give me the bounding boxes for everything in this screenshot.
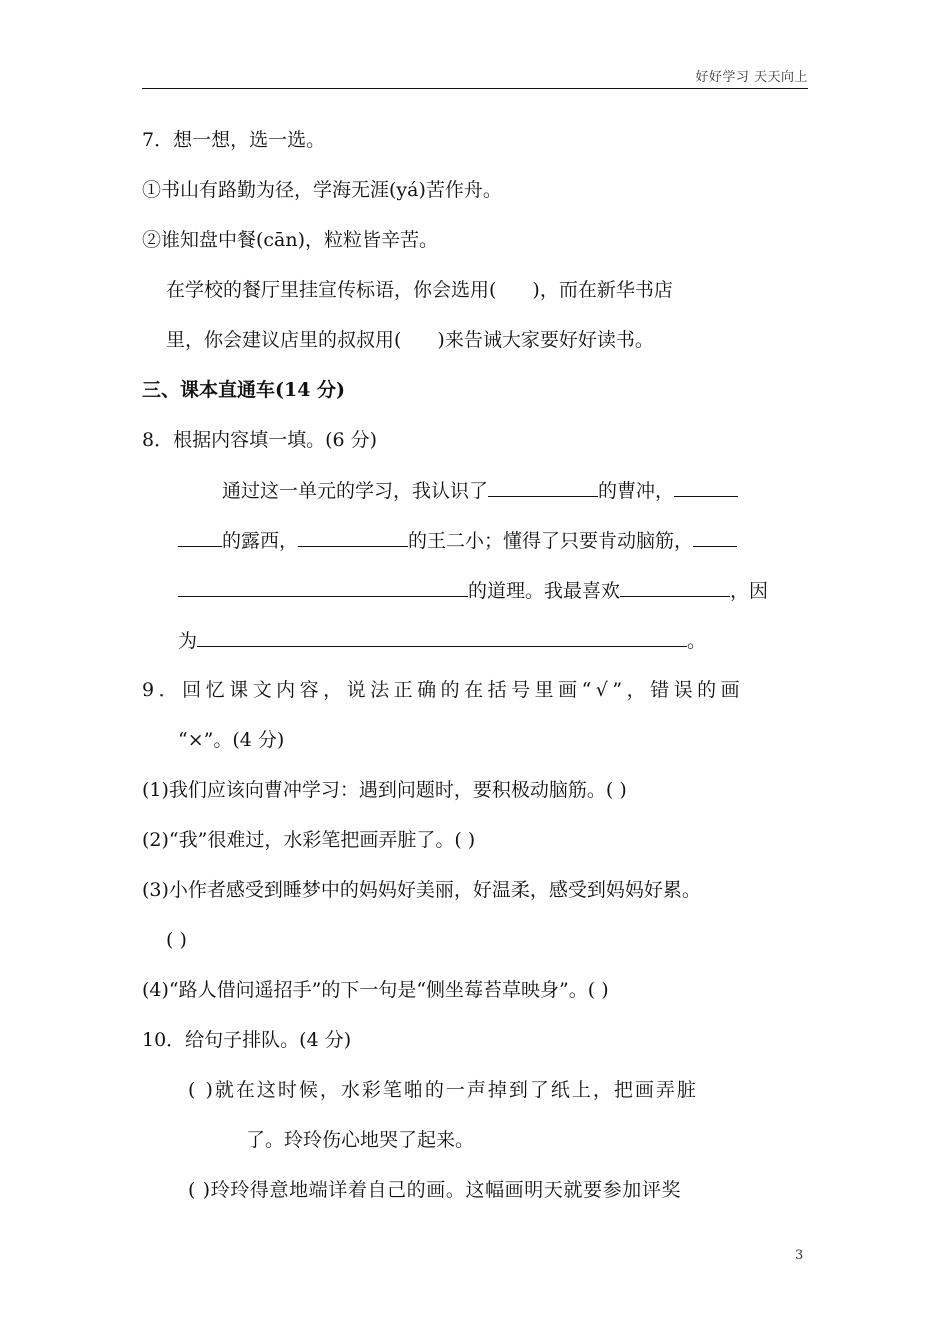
q8-blank-3[interactable] bbox=[298, 527, 408, 547]
q7-text-line-1 bbox=[166, 277, 673, 303]
q8-blank-2a[interactable] bbox=[674, 477, 738, 497]
q10-sentence-2: ( )玲玲得意地端详着自己的画。这幅画明天就要参加评奖 bbox=[188, 1179, 682, 1201]
q9-item-2: (2)“我”很难过，水彩笔把画弄脏了。( ) bbox=[142, 829, 476, 851]
q8-line-2 bbox=[178, 527, 737, 554]
q8-line-1 bbox=[222, 477, 738, 504]
q8-blank-1[interactable] bbox=[488, 477, 598, 497]
header-slogan: 好好学习 天天向上 bbox=[695, 70, 808, 85]
q7-title: 7．想一想，选一选。 bbox=[142, 129, 326, 151]
q7-option-2: ②谁知盘中餐(cān)，粒粒皆辛苦。 bbox=[142, 229, 439, 251]
q8-line-3 bbox=[178, 577, 768, 604]
q7-option-1: ①书山有路勤为径，学海无涯(yá)苦作舟。 bbox=[142, 179, 502, 201]
q10-title: 10．给句子排队。(4 分) bbox=[142, 1029, 352, 1051]
q8-text-3a: 的道理。我最喜欢 bbox=[468, 580, 621, 602]
q8-text-2a: 的露西， bbox=[222, 530, 299, 552]
q9-title: 9．回忆课文内容，说法正确的在括号里画“√”，错误的画 bbox=[142, 679, 745, 701]
q7-text-1b: )，而在新华书店 bbox=[532, 279, 673, 301]
q8-text-2b: 的王二小；懂得了只要肯动脑筋， bbox=[408, 530, 694, 552]
q8-blank-4a[interactable] bbox=[693, 527, 737, 547]
q8-text-4b: 。 bbox=[687, 630, 707, 652]
q8-text-1a: 通过这一单元的学习，我认识了 bbox=[222, 480, 489, 502]
q9-item-3-paren: ( ) bbox=[166, 929, 187, 951]
q9-item-3: (3)小作者感受到睡梦中的妈妈好美丽，好温柔，感受到妈妈好累。 bbox=[142, 879, 701, 901]
q8-blank-6[interactable] bbox=[197, 627, 687, 647]
page-header bbox=[142, 62, 808, 89]
q8-title: 8．根据内容填一填。(6 分) bbox=[142, 429, 378, 451]
q8-blank-4b[interactable] bbox=[178, 577, 468, 597]
page-number: 3 bbox=[795, 1248, 804, 1263]
q10-sentence-1: ( )就在这时候，水彩笔啪的一声掉到了纸上，把画弄脏 bbox=[188, 1079, 698, 1101]
q10-sentence-1-cont: 了。玲玲伤心地哭了起来。 bbox=[246, 1129, 475, 1151]
q9-title-cont: “×”。(4 分) bbox=[178, 729, 285, 751]
q7-text-2a: 里，你会建议店里的叔叔用( bbox=[166, 329, 402, 351]
q8-text-4a: 为 bbox=[178, 630, 198, 652]
section-3-title: 三、课本直通车(14 分) bbox=[142, 379, 346, 401]
q9-item-1: (1)我们应该向曹冲学习：遇到问题时，要积极动脑筋。( ) bbox=[142, 779, 627, 801]
q8-blank-2b[interactable] bbox=[178, 527, 222, 547]
q8-text-3b: ，因 bbox=[730, 580, 769, 602]
q8-blank-5[interactable] bbox=[620, 577, 730, 597]
q7-text-line-2 bbox=[166, 327, 654, 353]
q9-item-4: (4)“路人借问遥招手”的下一句是“侧坐莓苔草映身”。( ) bbox=[142, 979, 609, 1001]
q8-line-4 bbox=[178, 627, 706, 654]
q7-text-2b: )来告诫大家要好好读书。 bbox=[437, 329, 654, 351]
q7-text-1a: 在学校的餐厅里挂宣传标语，你会选用( bbox=[166, 279, 497, 301]
q8-text-1b: 的曹冲， bbox=[598, 480, 675, 502]
